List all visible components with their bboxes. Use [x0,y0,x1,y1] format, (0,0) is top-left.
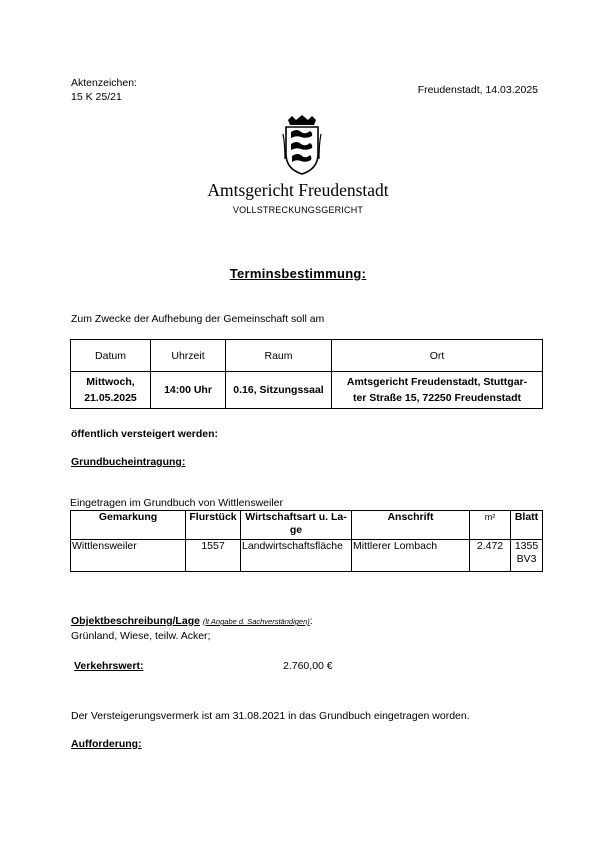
versteigert-text: öffentlich versteigert werden: [71,428,219,440]
objekt-note: (lt Angabe d. Sachverständigen) [202,617,310,626]
termin-table [70,339,543,409]
td-wirtschaftsart: Landwirtschaftsfläche [241,540,352,572]
th-raum: Raum [226,340,332,372]
place-date: Freudenstadt, 14.03.2025 [417,84,538,96]
td-uhrzeit: 14:00 Uhr [151,372,226,409]
td-ort [332,372,543,409]
aktenzeichen-block [71,76,137,104]
aktenzeichen-value: 15 K 25/21 [71,91,122,103]
th-wirtschaftsart [241,511,352,540]
verkehrswert-value: 2.760,00 € [283,660,333,672]
ort-line-2: ter Straße 15, 72250 Freudenstadt [352,392,522,404]
ort-line-1: Amtsgericht Freudenstadt, Stuttgar- [346,376,528,388]
th-anschrift: Anschrift [352,511,470,540]
blatt-number: 1355 [514,540,539,552]
th-uhrzeit: Uhrzeit [151,340,226,372]
objekt-heading [71,615,313,627]
aktenzeichen-label: Aktenzeichen: [71,77,137,89]
td-flurstueck: 1557 [186,540,241,572]
objekt-sep: : [309,615,313,627]
wirtschaftsart-line-2: ge [289,524,303,536]
td-datum [71,372,151,409]
datum-date: 21.05.2025 [84,392,137,404]
th-m2: m² [470,511,511,540]
td-gemarkung: Wittlensweiler [71,540,186,572]
blatt-bv: BV3 [516,553,537,565]
grundbuch-table [70,510,543,572]
wirtschaftsart-line-1: Wirtschaftsart u. La- [245,511,347,523]
objekt-text: Grünland, Wiese, teilw. Acker; [71,630,211,642]
aufforderung-title: Aufforderung: [71,738,142,750]
td-anschrift: Mittlerer Lombach [352,540,470,572]
court-subtitle: VOLLSTRECKUNGSGERICHT [232,205,364,215]
coat-of-arms-icon [282,114,322,176]
grundbuch-title: Grundbucheintragung: [71,456,186,468]
intro-text: Zum Zwecke der Aufhebung der Gemeinschaft soll am [71,313,325,325]
grundbuch-line: Eingetragen im Grundbuch von Wittlensweiler [70,497,284,509]
objekt-title: Objektbeschreibung/Lage [71,615,200,627]
td-blatt [511,540,543,572]
td-m2: 2.472 [470,540,511,572]
court-name: Amtsgericht Freudenstadt [207,180,389,200]
td-raum: 0.16, Sitzungssaal [226,372,332,409]
page-title: Terminsbestimmung: [229,266,367,281]
verkehrswert-label: Verkehrswert: [74,660,144,672]
th-blatt: Blatt [511,511,543,540]
th-ort: Ort [332,340,543,372]
vermerk-text: Der Versteigerungsvermerk ist am 31.08.2021 in das Grundbuch eingetragen worden. [71,710,470,722]
th-gemarkung: Gemarkung [71,511,186,540]
datum-weekday: Mittwoch, [86,376,135,388]
th-datum: Datum [71,340,151,372]
th-flurstueck: Flurstück [186,511,241,540]
